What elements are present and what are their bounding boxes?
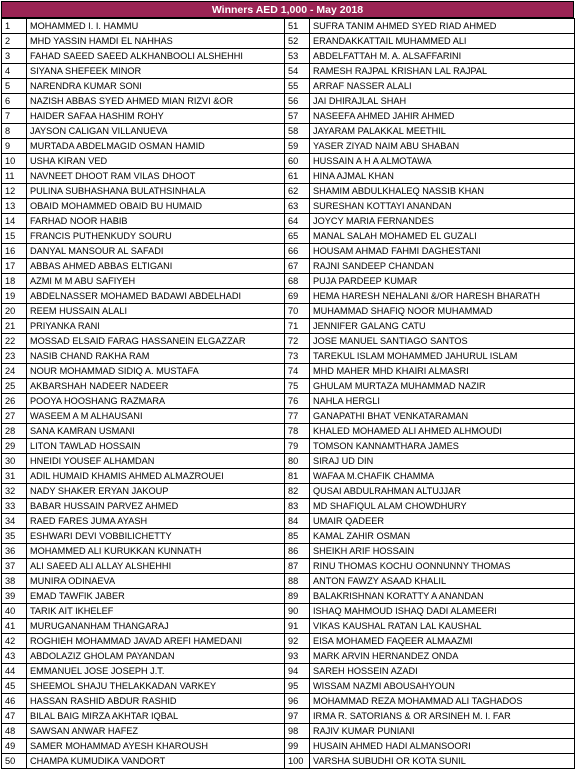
winner-number: 18 (2, 274, 27, 289)
winner-number: 97 (285, 709, 310, 724)
winner-name: SANA KAMRAN USMANI (27, 424, 285, 439)
winner-number: 16 (2, 244, 27, 259)
winner-number: 14 (2, 214, 27, 229)
winner-name: ABDELNASSER MOHAMED BADAWI ABDELHADI (27, 289, 285, 304)
winner-number: 60 (285, 154, 310, 169)
table-row (2, 754, 575, 769)
table-row (2, 124, 575, 139)
winner-name: TOMSON KANNAMTHARA JAMES (310, 439, 575, 454)
winner-name: BILAL BAIG MIRZA AKHTAR IQBAL (27, 709, 285, 724)
winner-name: HUSAIN AHMED HADI ALMANSOORI (310, 739, 575, 754)
winner-number: 70 (285, 304, 310, 319)
winner-number: 7 (2, 109, 27, 124)
winner-name: POOYA HOOSHANG RAZMARA (27, 394, 285, 409)
winner-number: 59 (285, 139, 310, 154)
winner-number: 38 (2, 574, 27, 589)
winner-number: 13 (2, 199, 27, 214)
table-row (2, 694, 575, 709)
winner-name: FARHAD NOOR HABIB (27, 214, 285, 229)
table-row (2, 709, 575, 724)
winner-name: GANAPATHI BHAT VENKATARAMAN (310, 409, 575, 424)
winner-number: 44 (2, 664, 27, 679)
winner-number: 19 (2, 289, 27, 304)
winner-number: 56 (285, 94, 310, 109)
winner-name: WAFAA M.CHAFIK CHAMMA (310, 469, 575, 484)
winner-name: MOSSAD ELSAID FARAG HASSANEIN ELGAZZAR (27, 334, 285, 349)
winner-name: HEMA HARESH NEHALANI &/OR HARESH BHARATH (310, 289, 575, 304)
winner-name: ABDELFATTAH M. A. ALSAFFARINI (310, 49, 575, 64)
winner-name: MOHAMMAD REZA MOHAMMAD ALI TAGHADOS (310, 694, 575, 709)
winner-number: 25 (2, 379, 27, 394)
winner-name: FRANCIS PUTHENKUDY SOURU (27, 229, 285, 244)
winner-name: ARRAF NASSER ALALI (310, 79, 575, 94)
table-row (2, 454, 575, 469)
winner-name: MHD MAHER MHD KHAIRI ALMASRI (310, 364, 575, 379)
table-row (2, 589, 575, 604)
table-row (2, 244, 575, 259)
winner-name: JAYSON CALIGAN VILLANUEVA (27, 124, 285, 139)
winner-number: 50 (2, 754, 27, 769)
winner-name: QUSAI ABDULRAHMAN ALTUJJAR (310, 484, 575, 499)
winner-number: 91 (285, 619, 310, 634)
winner-number: 99 (285, 739, 310, 754)
winner-number: 66 (285, 244, 310, 259)
winner-name: SAMER MOHAMMAD AYESH KHAROUSH (27, 739, 285, 754)
winner-name: SAWSAN ANWAR HAFEZ (27, 724, 285, 739)
winner-number: 26 (2, 394, 27, 409)
winner-name: SHEIKH ARIF HOSSAIN (310, 544, 575, 559)
winner-number: 93 (285, 649, 310, 664)
winner-number: 75 (285, 379, 310, 394)
winner-number: 2 (2, 34, 27, 49)
table-row (2, 199, 575, 214)
winner-number: 10 (2, 154, 27, 169)
winner-name: MOHAMMED ALI KURUKKAN KUNNATH (27, 544, 285, 559)
winner-number: 61 (285, 169, 310, 184)
table-row (2, 169, 575, 184)
winner-number: 68 (285, 274, 310, 289)
table-row (2, 649, 575, 664)
sheet-title: Winners AED 1,000 - May 2018 (1, 1, 574, 18)
winner-name: NADY SHAKER ERYAN JAKOUP (27, 484, 285, 499)
winner-number: 36 (2, 544, 27, 559)
winner-name: MURUGANANHAM THANGARAJ (27, 619, 285, 634)
winner-number: 65 (285, 229, 310, 244)
winner-number: 30 (2, 454, 27, 469)
winner-name: MD SHAFIQUL ALAM CHOWDHURY (310, 499, 575, 514)
winner-name: USHA KIRAN VED (27, 154, 285, 169)
winner-number: 82 (285, 484, 310, 499)
table-row (2, 139, 575, 154)
winner-name: MARK ARVIN HERNANDEZ ONDA (310, 649, 575, 664)
winner-name: ISHAQ MAHMOUD ISHAQ DADI ALAMEERI (310, 604, 575, 619)
winner-number: 27 (2, 409, 27, 424)
winner-number: 94 (285, 664, 310, 679)
table-row (2, 724, 575, 739)
winner-number: 72 (285, 334, 310, 349)
table-row (2, 409, 575, 424)
winner-number: 1 (2, 19, 27, 34)
table-row (2, 109, 575, 124)
table-row (2, 664, 575, 679)
winner-number: 48 (2, 724, 27, 739)
winners-table-body (2, 19, 575, 769)
winner-name: HINA AJMAL KHAN (310, 169, 575, 184)
winner-number: 54 (285, 64, 310, 79)
winner-name: SURESHAN KOTTAYI ANANDAN (310, 199, 575, 214)
winner-name: HNEIDI YOUSEF ALHAMDAN (27, 454, 285, 469)
table-row (2, 439, 575, 454)
winner-name: PULINA SUBHASHANA BULATHSINHALA (27, 184, 285, 199)
winner-name: REEM HUSSAIN ALALI (27, 304, 285, 319)
winner-name: EISA MOHAMED FAQEER ALMAAZMI (310, 634, 575, 649)
winner-number: 34 (2, 514, 27, 529)
winners-sheet (1, 1, 574, 769)
winner-name: AZMI M M ABU SAFIYEH (27, 274, 285, 289)
winner-number: 37 (2, 559, 27, 574)
table-row (2, 49, 575, 64)
table-row (2, 259, 575, 274)
winner-number: 42 (2, 634, 27, 649)
winner-name: TARIK AIT IKHELEF (27, 604, 285, 619)
table-row (2, 229, 575, 244)
winner-name: MUHAMMAD SHAFIQ NOOR MUHAMMAD (310, 304, 575, 319)
winner-number: 69 (285, 289, 310, 304)
winner-name: SUFRA TANIM AHMED SYED RIAD AHMED (310, 19, 575, 34)
winner-name: ABDOLAZIZ GHOLAM PAYANDAN (27, 649, 285, 664)
winner-name: WASEEM A M ALHAUSANI (27, 409, 285, 424)
winner-name: PRIYANKA RANI (27, 319, 285, 334)
winner-number: 57 (285, 109, 310, 124)
table-row (2, 529, 575, 544)
winner-number: 55 (285, 79, 310, 94)
table-row (2, 214, 575, 229)
winner-number: 31 (2, 469, 27, 484)
winner-name: HASSAN RASHID ABDUR RASHID (27, 694, 285, 709)
winner-number: 49 (2, 739, 27, 754)
table-row (2, 499, 575, 514)
table-row (2, 379, 575, 394)
winner-name: NOUR MOHAMMAD SIDIQ A. MUSTAFA (27, 364, 285, 379)
winner-name: ALI SAEED ALI ALLAY ALSHEHHI (27, 559, 285, 574)
winner-number: 67 (285, 259, 310, 274)
table-row (2, 304, 575, 319)
table-row (2, 394, 575, 409)
winner-name: MURTADA ABDELMAGID OSMAN HAMID (27, 139, 285, 154)
winner-name: NASIB CHAND RAKHA RAM (27, 349, 285, 364)
winner-name: FAHAD SAEED SAEED ALKHANBOOLI ALSHEHHI (27, 49, 285, 64)
winner-name: VARSHA SUBUDHI OR KOTA SUNIL (310, 754, 575, 769)
winner-number: 22 (2, 334, 27, 349)
winner-number: 88 (285, 574, 310, 589)
winner-name: IRMA R. SATORIANS & OR ARSINEH M. I. FAR (310, 709, 575, 724)
winner-number: 41 (2, 619, 27, 634)
winner-number: 84 (285, 514, 310, 529)
winner-name: RAJNI SANDEEP CHANDAN (310, 259, 575, 274)
winner-number: 33 (2, 499, 27, 514)
winner-number: 81 (285, 469, 310, 484)
winners-table (1, 18, 575, 769)
winner-name: JAYARAM PALAKKAL MEETHIL (310, 124, 575, 139)
winner-number: 20 (2, 304, 27, 319)
winner-number: 77 (285, 409, 310, 424)
winner-number: 9 (2, 139, 27, 154)
winner-number: 62 (285, 184, 310, 199)
winner-number: 64 (285, 214, 310, 229)
winner-name: NAHLA HERGLI (310, 394, 575, 409)
winner-name: BABAR HUSSAIN PARVEZ AHMED (27, 499, 285, 514)
winner-name: MANAL SALAH MOHAMED EL GUZALI (310, 229, 575, 244)
table-row (2, 364, 575, 379)
winner-number: 98 (285, 724, 310, 739)
winner-number: 23 (2, 349, 27, 364)
table-row (2, 574, 575, 589)
winner-number: 47 (2, 709, 27, 724)
winner-name: ERANDAKKATTAIL MUHAMMED ALI (310, 34, 575, 49)
winner-name: RINU THOMAS KOCHU OONNUNNY THOMAS (310, 559, 575, 574)
winner-number: 95 (285, 679, 310, 694)
winner-name: ADIL HUMAID KHAMIS AHMED ALMAZROUEI (27, 469, 285, 484)
winner-name: HOUSAM AHMAD FAHMI DAGHESTANI (310, 244, 575, 259)
winner-name: SHEEMOL SHAJU THELAKKADAN VARKEY (27, 679, 285, 694)
winner-number: 80 (285, 454, 310, 469)
winner-name: ANTON FAWZY ASAAD KHALIL (310, 574, 575, 589)
winner-name: ESHWARI DEVI VOBBILICHETTY (27, 529, 285, 544)
winner-name: RAMESH RAJPAL KRISHAN LAL RAJPAL (310, 64, 575, 79)
winner-name: GHULAM MURTAZA MUHAMMAD NAZIR (310, 379, 575, 394)
table-row (2, 34, 575, 49)
winner-number: 35 (2, 529, 27, 544)
winner-name: LITON TAWLAD HOSSAIN (27, 439, 285, 454)
table-row (2, 94, 575, 109)
winner-name: SAREH HOSSEIN AZADI (310, 664, 575, 679)
winner-name: MOHAMMED I. I. HAMMU (27, 19, 285, 34)
table-row (2, 619, 575, 634)
table-row (2, 154, 575, 169)
winner-name: HAIDER SAFAA HASHIM ROHY (27, 109, 285, 124)
winner-name: AKBARSHAH NADEER NADEER (27, 379, 285, 394)
table-row (2, 484, 575, 499)
winner-number: 24 (2, 364, 27, 379)
winner-name: VIKAS KAUSHAL RATAN LAL KAUSHAL (310, 619, 575, 634)
winner-name: CHAMPA KUMUDIKA VANDORT (27, 754, 285, 769)
table-row (2, 319, 575, 334)
winner-number: 39 (2, 589, 27, 604)
winner-number: 51 (285, 19, 310, 34)
table-row (2, 349, 575, 364)
winner-name: TAREKUL ISLAM MOHAMMED JAHURUL ISLAM (310, 349, 575, 364)
winner-number: 58 (285, 124, 310, 139)
table-row (2, 604, 575, 619)
winner-name: WISSAM NAZMI ABOUSAHYOUN (310, 679, 575, 694)
winner-number: 83 (285, 499, 310, 514)
winner-number: 96 (285, 694, 310, 709)
table-row (2, 289, 575, 304)
winner-name: JAI DHIRAJLAL SHAH (310, 94, 575, 109)
table-row (2, 424, 575, 439)
winner-name: ABBAS AHMED ABBAS ELTIGANI (27, 259, 285, 274)
winner-name: SIRAJ UD DIN (310, 454, 575, 469)
winner-number: 29 (2, 439, 27, 454)
winner-number: 73 (285, 349, 310, 364)
winner-number: 15 (2, 229, 27, 244)
winner-number: 86 (285, 544, 310, 559)
winner-name: MUNIRA ODINAEVA (27, 574, 285, 589)
winner-name: YASER ZIYAD NAIM ABU SHABAN (310, 139, 575, 154)
winner-name: NARENDRA KUMAR SONI (27, 79, 285, 94)
winner-number: 40 (2, 604, 27, 619)
winner-number: 21 (2, 319, 27, 334)
winner-name: UMAIR QADEER (310, 514, 575, 529)
winner-name: BALAKRISHNAN KORATTY A ANANDAN (310, 589, 575, 604)
table-row (2, 79, 575, 94)
winner-name: KHALED MOHAMED ALI AHMED ALHMOUDI (310, 424, 575, 439)
winner-name: HUSSAIN A H A ALMOTAWA (310, 154, 575, 169)
winner-number: 3 (2, 49, 27, 64)
winner-name: OBAID MOHAMMED OBAID BU HUMAID (27, 199, 285, 214)
winner-number: 74 (285, 364, 310, 379)
winner-number: 32 (2, 484, 27, 499)
winner-number: 8 (2, 124, 27, 139)
table-row (2, 514, 575, 529)
winner-name: NAVNEET DHOOT RAM VILAS DHOOT (27, 169, 285, 184)
winner-number: 6 (2, 94, 27, 109)
winner-name: NAZISH ABBAS SYED AHMED MIAN RIZVI &OR (27, 94, 285, 109)
winner-number: 12 (2, 184, 27, 199)
winner-number: 52 (285, 34, 310, 49)
winner-number: 11 (2, 169, 27, 184)
winner-name: ROGHIEH MOHAMMAD JAVAD AREFI HAMEDANI (27, 634, 285, 649)
winner-name: RAED FARES JUMA AYASH (27, 514, 285, 529)
winner-number: 79 (285, 439, 310, 454)
winner-name: JOSE MANUEL SANTIAGO SANTOS (310, 334, 575, 349)
winner-number: 89 (285, 589, 310, 604)
winner-name: KAMAL ZAHIR OSMAN (310, 529, 575, 544)
winner-number: 92 (285, 634, 310, 649)
winner-number: 17 (2, 259, 27, 274)
winner-number: 43 (2, 649, 27, 664)
table-row (2, 469, 575, 484)
table-row (2, 334, 575, 349)
table-row (2, 184, 575, 199)
winner-number: 5 (2, 79, 27, 94)
winner-number: 71 (285, 319, 310, 334)
winner-number: 100 (285, 754, 310, 769)
table-row (2, 64, 575, 79)
winner-number: 87 (285, 559, 310, 574)
winner-name: MHD YASSIN HAMDI EL NAHHAS (27, 34, 285, 49)
winner-number: 90 (285, 604, 310, 619)
winner-number: 63 (285, 199, 310, 214)
winner-number: 53 (285, 49, 310, 64)
winner-name: JOYCY MARIA FERNANDES (310, 214, 575, 229)
winner-name: JENNIFER GALANG CATU (310, 319, 575, 334)
winner-name: EMMANUEL JOSE JOSEPH J.T. (27, 664, 285, 679)
table-row (2, 739, 575, 754)
table-row (2, 544, 575, 559)
table-row (2, 19, 575, 34)
winner-name: EMAD TAWFIK JABER (27, 589, 285, 604)
table-row (2, 634, 575, 649)
winner-name: SIYANA SHEFEEK MINOR (27, 64, 285, 79)
winner-name: NASEEFA AHMED JAHIR AHMED (310, 109, 575, 124)
table-row (2, 559, 575, 574)
winner-name: RAJIV KUMAR PUNIANI (310, 724, 575, 739)
winner-number: 76 (285, 394, 310, 409)
winner-number: 28 (2, 424, 27, 439)
winner-number: 46 (2, 694, 27, 709)
winner-number: 85 (285, 529, 310, 544)
winner-name: SHAMIM ABDULKHALEQ NASSIB KHAN (310, 184, 575, 199)
winner-number: 78 (285, 424, 310, 439)
table-row (2, 274, 575, 289)
table-row (2, 679, 575, 694)
winner-number: 4 (2, 64, 27, 79)
winner-number: 45 (2, 679, 27, 694)
winner-name: PUJA PARDEEP KUMAR (310, 274, 575, 289)
winner-name: DANYAL MANSOUR AL SAFADI (27, 244, 285, 259)
